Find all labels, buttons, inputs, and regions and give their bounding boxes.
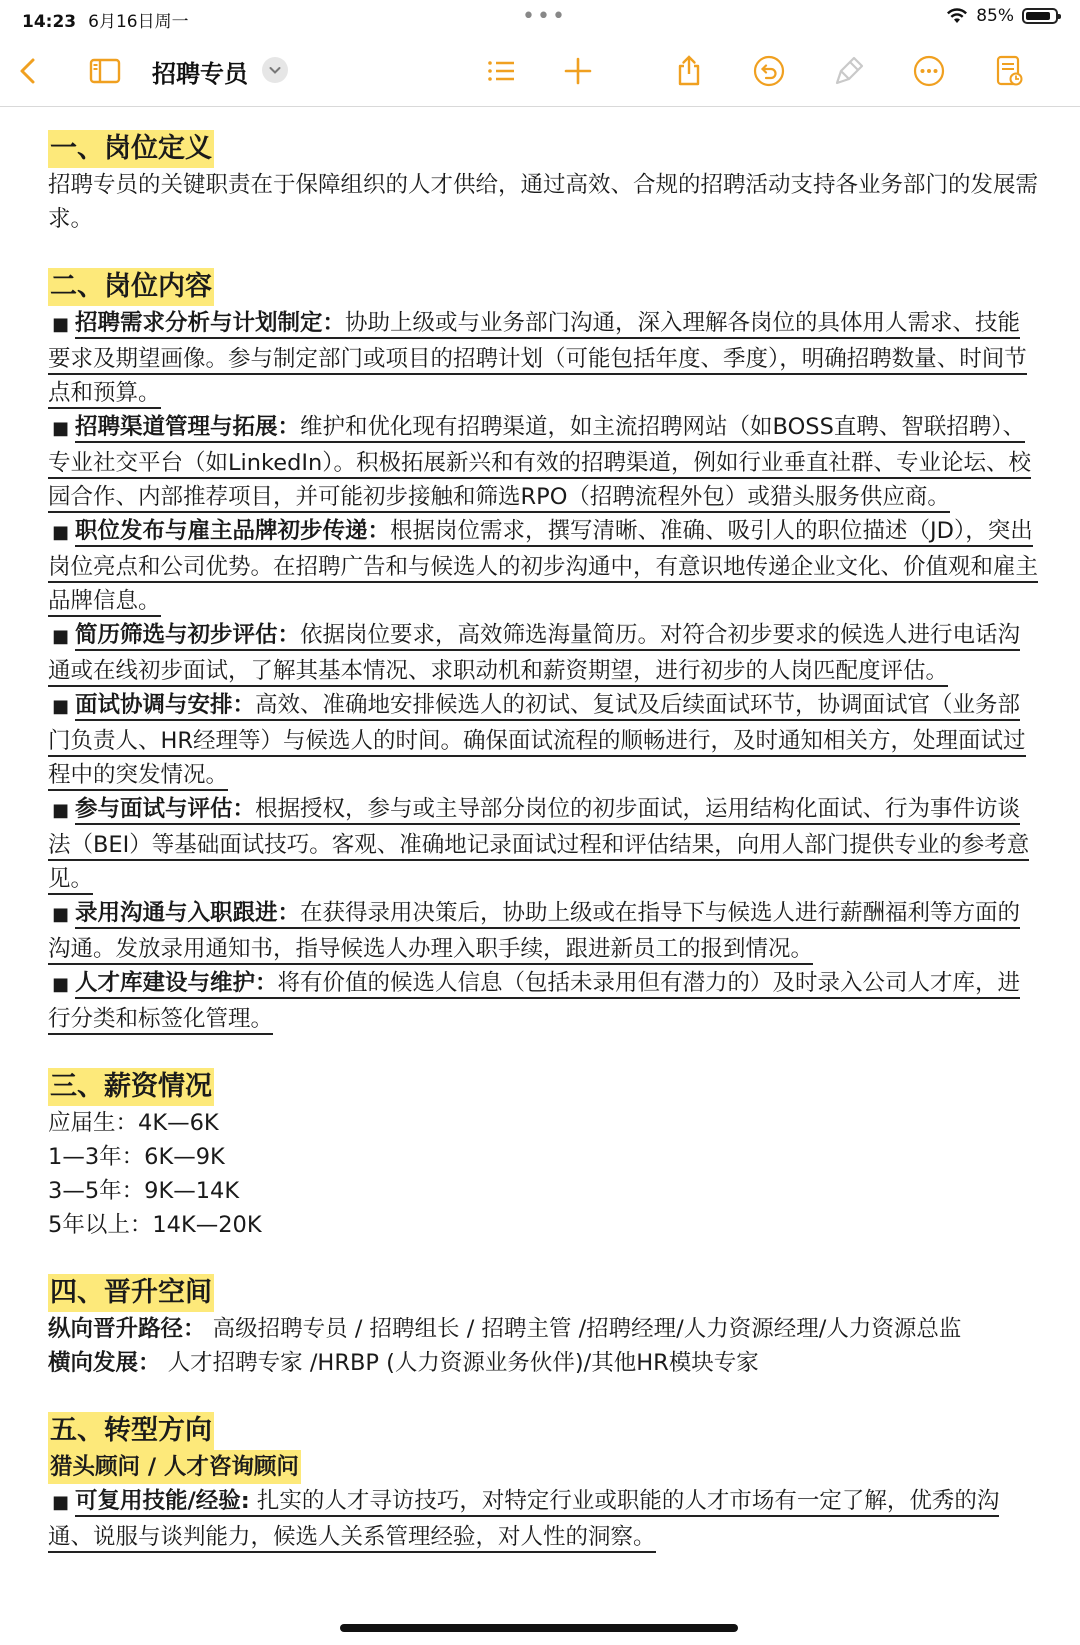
ellipsis-icon (912, 54, 946, 88)
brush-icon (832, 54, 866, 88)
battery-icon (1022, 8, 1058, 24)
section-salary (48, 1068, 1038, 1242)
list-item: ■ 简历筛选与初步评估：依据岗位要求，高效筛选海量简历。对符合初步要求的候选人进行电话沟通或在线初步面试，了解其基本情况、求职动机和薪资期望，进行初步的人岗匹配度评估。 (48, 618, 1038, 688)
status-bar (0, 0, 1080, 36)
list-item: ■ 招聘渠道管理与拓展：维护和优化现有招聘渠道，如主流招聘网站（如BOSS直聘、智联招聘）、专业社交平台（如LinkedIn）。积极拓展新兴和有效的招聘渠道，例如行业垂直社群、专业论坛、校园合作、内部推荐项目，并可能初步接触和筛选RPO（招聘流程外包）或猎头服务供应商。 (48, 410, 1038, 514)
multitask-dots-icon[interactable]: ••• (522, 4, 567, 29)
section-title: 四、晋升空间 (48, 1274, 214, 1312)
share-icon (672, 54, 706, 88)
chevron-down-icon (268, 63, 282, 77)
status-indicators (946, 6, 1058, 26)
section-promotion (48, 1274, 1038, 1380)
square-bullet-icon: ■ (52, 418, 70, 439)
toolbar (0, 36, 1080, 107)
section-title: 五、转型方向 (48, 1412, 214, 1450)
square-bullet-icon: ■ (52, 800, 70, 821)
section-title: 二、岗位内容 (48, 268, 214, 306)
salary-line: 应届生：4K—6K (48, 1110, 219, 1136)
title-menu-button[interactable] (262, 57, 288, 83)
square-bullet-icon: ■ (52, 522, 70, 543)
list-item: ■ 参与面试与评估：根据授权，参与或主导部分岗位的初步面试，运用结构化面试、行为事件访谈法（BEI）等基础面试技巧。客观、准确地记录面试过程和评估结果，向用人部门提供专业的参考意见。 (48, 792, 1038, 896)
section-title: 一、岗位定义 (48, 130, 214, 168)
list-item: ■ 职位发布与雇主品牌初步传递：根据岗位需求，撰写清晰、准确、吸引人的职位描述（JD），突出岗位亮点和公司优势。在招聘广告和与候选人的初步沟通中，有意识地传递企业文化、价值观和雇主品牌信息。 (48, 514, 1038, 618)
salary-line: 5年以上：14K—20K (48, 1212, 262, 1238)
sidebar-toggle-button[interactable] (82, 48, 128, 94)
checklist-button[interactable] (478, 48, 524, 94)
compose-icon (992, 54, 1026, 88)
note-content[interactable] (48, 130, 1038, 1586)
section-responsibilities (48, 268, 1038, 1036)
horizontal-path: 横向发展： 人才招聘专家 /HRBP (人力资源业务伙伴)/其他HR模块专家 (48, 1350, 759, 1376)
sidebar-icon (88, 54, 122, 88)
status-date: 6月16日周一 (88, 12, 189, 32)
battery-percent: 85% (976, 6, 1014, 26)
vertical-path: 纵向晋升路径： 高级招聘专员 / 招聘组长 / 招聘主管 /招聘经理/人力资源经理/人力资源总监 (48, 1316, 962, 1342)
square-bullet-icon: ■ (52, 626, 70, 647)
section-subtitle: 猎头顾问 / 人才咨询顾问 (48, 1450, 301, 1484)
square-bullet-icon: ■ (52, 314, 70, 335)
status-time: 14:23 6月16日周一 (22, 12, 189, 32)
new-note-button[interactable] (986, 48, 1032, 94)
wifi-icon (946, 8, 968, 24)
square-bullet-icon: ■ (52, 904, 70, 925)
section-body: 招聘专员的关键职责在于保障组织的人才供给，通过高效、合规的招聘活动支持各业务部门的发展需求。 (48, 172, 1039, 232)
back-button[interactable] (6, 48, 52, 94)
list-icon (484, 54, 518, 88)
chevron-left-icon (12, 54, 46, 88)
square-bullet-icon: ■ (52, 696, 70, 717)
salary-line: 3—5年：9K—14K (48, 1178, 240, 1204)
document-title[interactable]: 招聘专员 (152, 60, 248, 88)
list-item: ■ 人才库建设与维护：将有价值的候选人信息（包括未录用但有潜力的）及时录入公司人才库，进行分类和标签化管理。 (48, 966, 1038, 1036)
share-button[interactable] (666, 48, 712, 94)
undo-button[interactable] (746, 48, 792, 94)
list-item: ■ 面试协调与安排：高效、准确地安排候选人的初试、复试及后续面试环节，协调面试官（业务部门负责人、HR经理等）与候选人的时间。确保面试流程的顺畅进行，及时通知相关方，处理面试过程中的突发情况。 (48, 688, 1038, 792)
add-button[interactable] (555, 48, 601, 94)
square-bullet-icon: ■ (52, 1492, 70, 1513)
list-item: ■ 招聘需求分析与计划制定：协助上级或与业务部门沟通，深入理解各岗位的具体用人需求、技能要求及期望画像。参与制定部门或项目的招聘计划（可能包括年度、季度），明确招聘数量、时间节点和预算。 (48, 306, 1038, 410)
section-definition (48, 130, 1038, 236)
home-indicator[interactable] (340, 1624, 738, 1632)
salary-line: 1—3年：6K—9K (48, 1144, 225, 1170)
list-item: ■ 录用沟通与入职跟进：在获得录用决策后，协助上级或在指导下与候选人进行薪酬福利等方面的沟通。发放录用通知书，指导候选人办理入职手续，跟进新员工的报到情况。 (48, 896, 1038, 966)
section-transition (48, 1412, 1038, 1554)
more-options-button[interactable] (906, 48, 952, 94)
section-title: 三、薪资情况 (48, 1068, 214, 1106)
list-item: ■ 可复用技能/经验: 扎实的人才寻访技巧，对特定行业或职能的人才市场有一定了解，优秀的沟通、说服与谈判能力，候选人关系管理经验，对人性的洞察。 (48, 1484, 1038, 1554)
square-bullet-icon: ■ (52, 974, 70, 995)
undo-icon (752, 54, 786, 88)
markup-button[interactable] (826, 48, 872, 94)
plus-icon (561, 54, 595, 88)
